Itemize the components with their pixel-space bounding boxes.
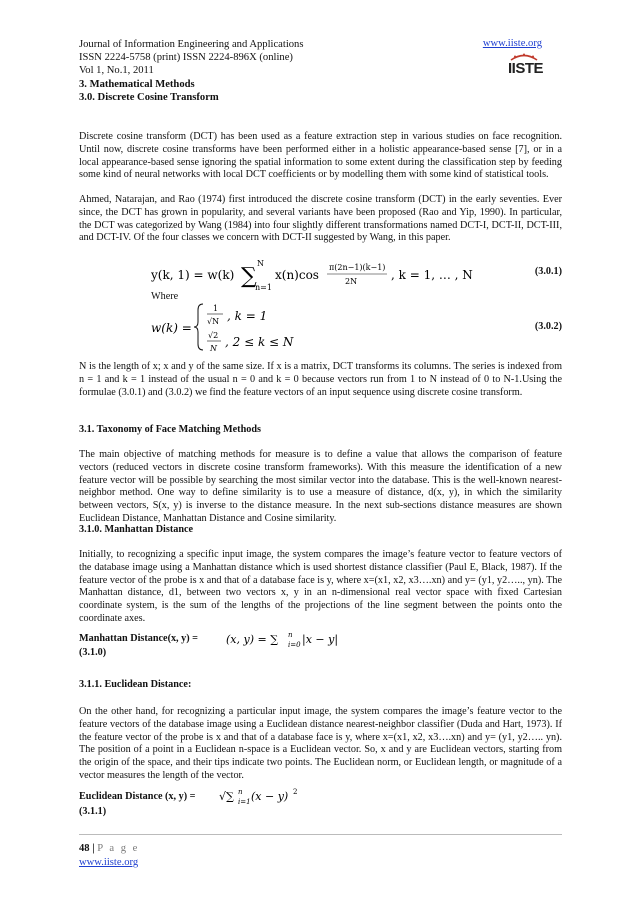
paragraph-euclidean: On the other hand, for recognizing a particular input image, the system compares the image’s feature vector to the feature vectors of the database image using a Euclidean distance nearest-neighbor classifier (Duda and Hart, 1973). If the feature vector of the probe is x and that of a database face is y, where x=(x1, x2, x3….xn) and y= (y1, y2….. yn). The position of a point in a Euclidean n-space is a Euclidean vector. So, x and y are Euclidean vectors, starting from the origin of the space, and their tips indicate two points. The Euclidean norm, or Euclidean length, or magnitude of a vector measures the length of the vector. xyxy=(79,706,562,781)
equation-number-3-0-1: (3.0.1) xyxy=(534,266,562,277)
svg-text:√N: √N xyxy=(207,317,220,326)
svg-text:n: n xyxy=(288,631,293,639)
svg-text:n=1: n=1 xyxy=(255,283,272,292)
manhattan-formula-label: Manhattan Distance(x, y) = xyxy=(79,633,198,644)
euclidean-formula-label: Euclidean Distance (x, y) = xyxy=(79,791,196,802)
svg-text:, k = 1: , k = 1 xyxy=(227,309,268,323)
footer-website-link[interactable]: www.iiste.org xyxy=(79,857,139,868)
svg-text:√2: √2 xyxy=(208,331,219,340)
svg-text:∑: ∑ xyxy=(241,264,257,289)
svg-text:1: 1 xyxy=(213,304,219,313)
svg-text:N: N xyxy=(257,259,264,268)
section-heading-3-1: 3.1. Taxonomy of Face Matching Methods xyxy=(79,424,261,435)
svg-text:, k = 1, … , N: , k = 1, … , N xyxy=(391,268,473,282)
page-footer xyxy=(79,842,139,870)
footer-divider xyxy=(79,834,562,835)
equation-dct-graphic xyxy=(151,257,481,293)
manhattan-formula xyxy=(226,629,366,652)
journal-volume: Vol 1, No.1, 2011 xyxy=(79,65,154,77)
paragraph-matching-methods: The main objective of matching methods for measure is to define a value that allows the comparison of feature vectors (reduced vectors in discrete cosine transform frameworks). With this measure the identification of a new feature vector will be possible by searching the most similar vector into the database. This is the well-known nearest-neighbor method. One way to define similarity is to use a measure of distance, d(x, y), in which the similarity between vectors, S(x, y) is inverse to the distance measure. In the next sub-sections distance measures are shown Euclidean Distance, Manhattan Distance and Cosine similarity. xyxy=(79,449,562,524)
equation-weight xyxy=(151,296,331,361)
paragraph-manhattan: Initially, to recognizing a specific input image, the system compares the image’s feature vector to feature vectors of the database image using a Manhattan distance which is used shortest distance classifier (Paul E, Black, 1987). If the feature vector of the probe is x and that of a database face is y, where x=(x1, x2, x3….xn) and y= (y1, y2….., yn). The Manhattan distance, d1, between two vectors x, y in an n-dimensional real vector space with fixed Cartesian coordinate system, is the sum of the lengths of the projections of the line segment between the points onto the coordinate axes. xyxy=(79,549,562,624)
svg-text:w(k) =: w(k) = xyxy=(151,321,192,335)
equation-number-3-0-2: (3.0.2) xyxy=(534,321,562,332)
euclidean-formula-number: (3.1.1) xyxy=(79,806,107,817)
svg-text:i=0: i=0 xyxy=(288,641,301,649)
svg-text:(x, y) = ∑: (x, y) = ∑ xyxy=(226,633,279,646)
manhattan-formula-number: (3.1.0) xyxy=(79,647,107,658)
manhattan-formula-graphic xyxy=(226,629,366,649)
svg-text:π(2n−1)(k−1): π(2n−1)(k−1) xyxy=(329,263,386,272)
journal-header xyxy=(79,38,303,104)
paragraph-dct-history: Ahmed, Natarajan, and Rao (1974) first introduced the discrete cosine transform (DCT) in the early seventies. Ever since, the DCT has grown in popularity, and several variants have been proposed (Rao and Yip, 1990). In particular, the DCT was categorized by Wang (1984) into four slightly different transformations named DCT-I, DCT-II, DCT-III, and DCT-IV. Of the four classes we concern with DCT-II suggested by Wang, in this paper. xyxy=(79,194,562,244)
svg-text:(x − y): (x − y) xyxy=(251,790,289,803)
page-number: 48 xyxy=(79,843,90,854)
svg-text:|x − y|: |x − y| xyxy=(302,633,339,646)
header-website-link[interactable]: www.iiste.org xyxy=(482,38,542,49)
page-number-line: 48 | P a g e xyxy=(79,843,140,854)
svg-text:2N: 2N xyxy=(345,277,358,286)
page-word: P a g e xyxy=(97,843,140,854)
section-heading-3-1-1: 3.1.1. Euclidean Distance: xyxy=(79,679,192,690)
paragraph-dct-notes: N is the length of x; x and y of the same size. If x is a matrix, DCT transforms its columns. The series is indexed from n = 1 and k = 1 instead of the usual n = 0 and k = 0 because vectors run from 1 to N instead of 0 to N-1.Using the formulae (3.0.1) and (3.0.2) we find the feature vectors of an input sequence using discrete cosine transform. xyxy=(79,361,562,398)
svg-text:n: n xyxy=(238,788,243,796)
section-heading: 3. Mathematical Methods xyxy=(79,78,195,90)
svg-text:√∑: √∑ xyxy=(219,790,234,803)
euclidean-formula-graphic xyxy=(219,786,339,806)
svg-text:2: 2 xyxy=(293,788,298,796)
section-heading-3-1-0: 3.1.0. Manhattan Distance xyxy=(79,524,194,535)
svg-text:N: N xyxy=(210,344,217,353)
subsection-heading: 3.0. Discrete Cosine Transform xyxy=(79,91,219,103)
svg-text:i=1: i=1 xyxy=(238,798,251,806)
equation-weight-graphic xyxy=(151,296,331,358)
svg-text:y(k, 1) = w(k): y(k, 1) = w(k) xyxy=(151,268,235,282)
svg-text:, 2 ≤ k ≤ N: , 2 ≤ k ≤ N xyxy=(225,335,294,349)
journal-issn: ISSN 2224-5758 (print) ISSN 2224-896X (online) xyxy=(79,52,293,64)
paragraph-dct-intro: Discrete cosine transform (DCT) has been used as a feature extraction step in various studies on face recognition. Until now, discrete cosine transforms have been performed either in a holistic appearance-based sense [7], or in a local appearance-based sense ignoring the spatial information to some extent during the classification step by feeding some kind of neural networks with local DCT coefficients or by modelling them with some kind of statistical tools. xyxy=(79,131,562,181)
euclidean-formula xyxy=(219,786,339,809)
where-label: Where xyxy=(151,291,179,302)
journal-title: Journal of Information Engineering and Applications xyxy=(79,39,304,50)
iiste-logo-icon: IISTE xyxy=(506,53,542,77)
svg-text:x(n)cos: x(n)cos xyxy=(275,268,319,282)
